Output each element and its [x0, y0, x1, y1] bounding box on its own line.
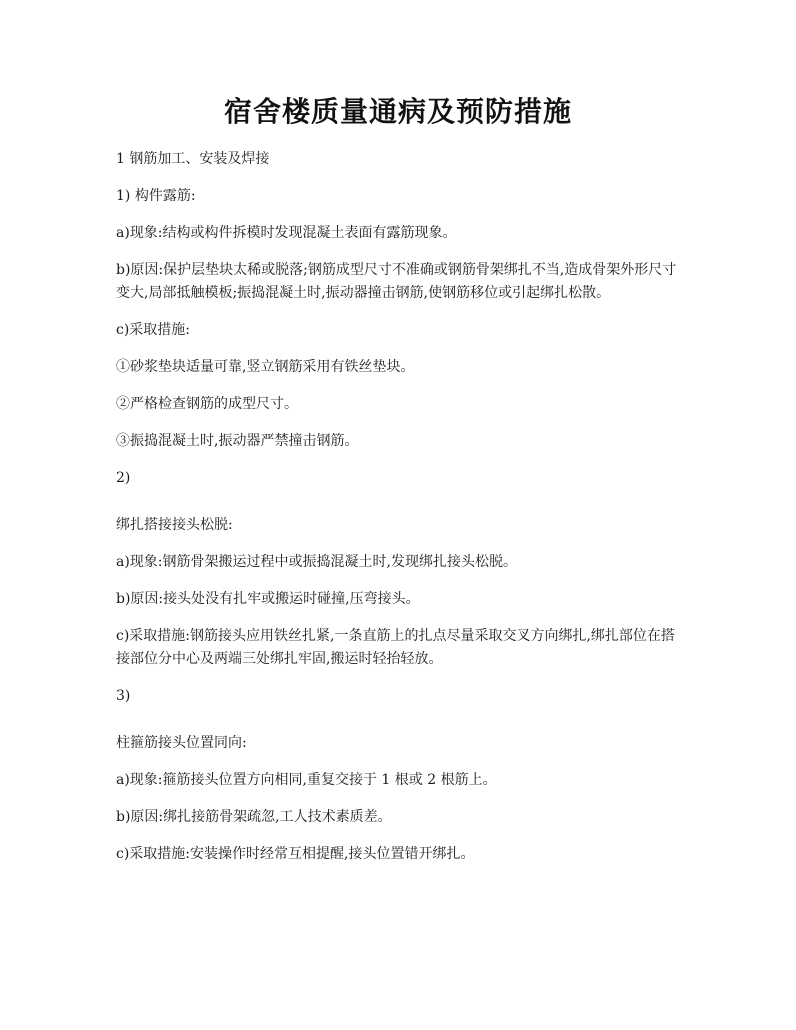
cause-paragraph: b)原因:绑扎接筋骨架疏忽,工人技术素质差。 [116, 809, 392, 825]
measure-item: ①砂浆垫块适量可靠,竖立钢筋采用有铁丝垫块。 [116, 359, 415, 375]
section-heading: 1 钢筋加工、安装及焊接 [116, 151, 270, 167]
measures-heading: c)采取措施: [116, 322, 191, 338]
measures-paragraph: c)采取措施:钢筋接头应用铁丝扎紧,一条直筋上的扎点尽量采取交叉方向绑扎,绑扎部位在搭接部位分中心及两端三处绑扎牢固,搬运时轻抬轻放。 [116, 628, 675, 667]
subsection-heading: 绑扎搭接接头松脱: [116, 517, 233, 533]
measure-item: ③振捣混凝土时,振动器严禁撞击钢筋。 [116, 433, 359, 449]
phenomenon-paragraph: a)现象:箍筋接头位置方向相同,重复交接于 1 根或 2 根筋上。 [116, 772, 497, 788]
subsection-heading: 1) 构件露筋: [116, 188, 196, 204]
phenomenon-paragraph: a)现象:结构或构件拆模时发现混凝土表面有露筋现象。 [116, 225, 457, 241]
subsection-number: 2) [116, 470, 131, 486]
subsection-heading: 柱箍筋接头位置同向: [116, 735, 247, 751]
cause-paragraph: b)原因:接头处没有扎牢或搬运时碰撞,压弯接头。 [116, 591, 420, 607]
phenomenon-paragraph: a)现象:钢筋骨架搬运过程中或振捣混凝土时,发现绑扎接头松脱。 [116, 554, 517, 570]
document-body [116, 148, 684, 880]
measures-paragraph: c)采取措施:安装操作时经常互相提醒,接头位置错开绑扎。 [116, 846, 475, 862]
cause-paragraph: b)原因:保护层垫块太稀或脱落;钢筋成型尺寸不准确或钢筋骨架绑扎不当,造成骨架外形尺寸变大,局部抵触模板;振捣混凝土时,振动器撞击钢筋,使钢筋移位或引起绑扎松散。 [116, 262, 677, 301]
measure-item: ②严格检查钢筋的成型尺寸。 [116, 396, 298, 412]
subsection-number: 3) [116, 688, 131, 704]
document-title: 宿舍楼质量通病及预防措施 [223, 95, 572, 128]
